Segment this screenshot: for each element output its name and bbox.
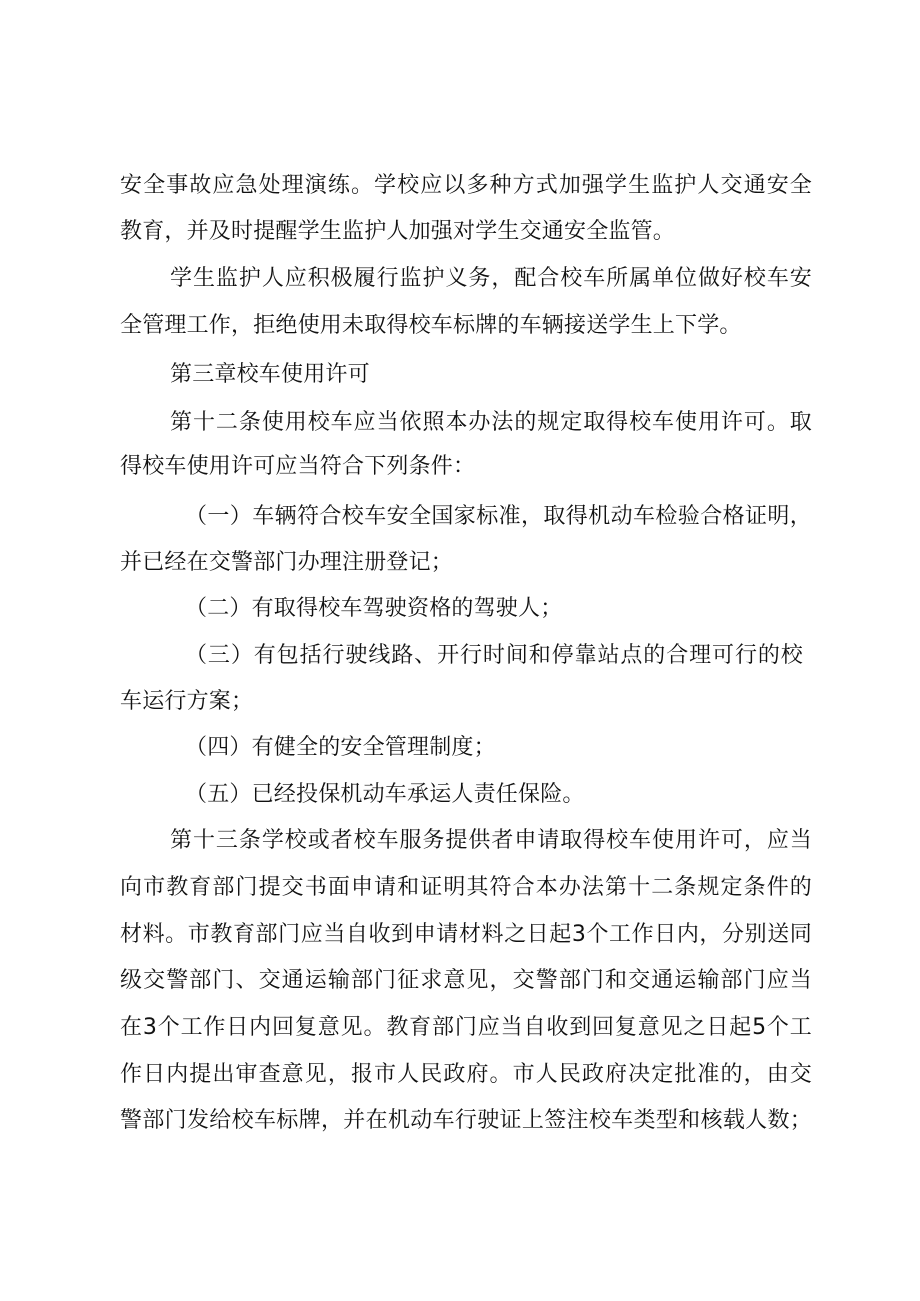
text-line: 车运行方案； [120, 689, 254, 714]
condition-3: （三）有包括行驶线路、开行时间和停靠站点的合理可行的校 [185, 643, 803, 668]
text-line: 得校车使用许可应当符合下列条件： [120, 454, 476, 479]
text-line: 安全事故应急处理演练。学校应以多种方式加强学生监护人交通安全 [120, 173, 812, 198]
text-line: 并已经在交警部门办理注册登记； [120, 550, 454, 575]
text-line: 教育，并及时提醒学生监护人加强对学生交通安全监管。 [120, 219, 676, 244]
text-line: 向市教育部门提交书面申请和证明其符合本办法第十二条规定条件的 [120, 875, 812, 900]
text-line: 级交警部门、交通运输部门征求意见，交警部门和交通运输部门应当 [120, 968, 812, 993]
article-13-start: 第十三条学校或者校车服务提供者申请取得校车使用许可，应当 [170, 828, 812, 853]
paragraph-start-line: 学生监护人应积极履行监护义务，配合校车所属单位做好校车安 [170, 266, 812, 291]
text-line: 在3个工作日内回复意见。教育部门应当自收到回复意见之日起5个工 [120, 1015, 812, 1040]
condition-2: （二）有取得校车驾驶资格的驾驶人； [185, 596, 563, 621]
article-12-start: 第十二条使用校车应当依照本办法的规定取得校车使用许可。取 [170, 410, 812, 435]
text-line: 作日内提出审查意见，报市人民政府。市人民政府决定批准的，由交 [120, 1062, 812, 1087]
text-line: 全管理工作，拒绝使用未取得校车标牌的车辆接送学生上下学。 [120, 313, 742, 338]
text-line: 材料。市教育部门应当自收到申请材料之日起3个工作日内，分别送同 [120, 922, 812, 947]
condition-1: （一）车辆符合校车安全国家标准，取得机动车检验合格证明， [185, 504, 812, 529]
condition-5: （五）已经投保机动车承运人责任保险。 [185, 782, 585, 807]
text-line: 警部门发给校车标牌，并在机动车行驶证上签注校车类型和核载人数； [120, 1108, 812, 1133]
condition-4: （四）有健全的安全管理制度； [185, 735, 496, 760]
chapter-heading: 第三章校车使用许可 [170, 362, 370, 387]
